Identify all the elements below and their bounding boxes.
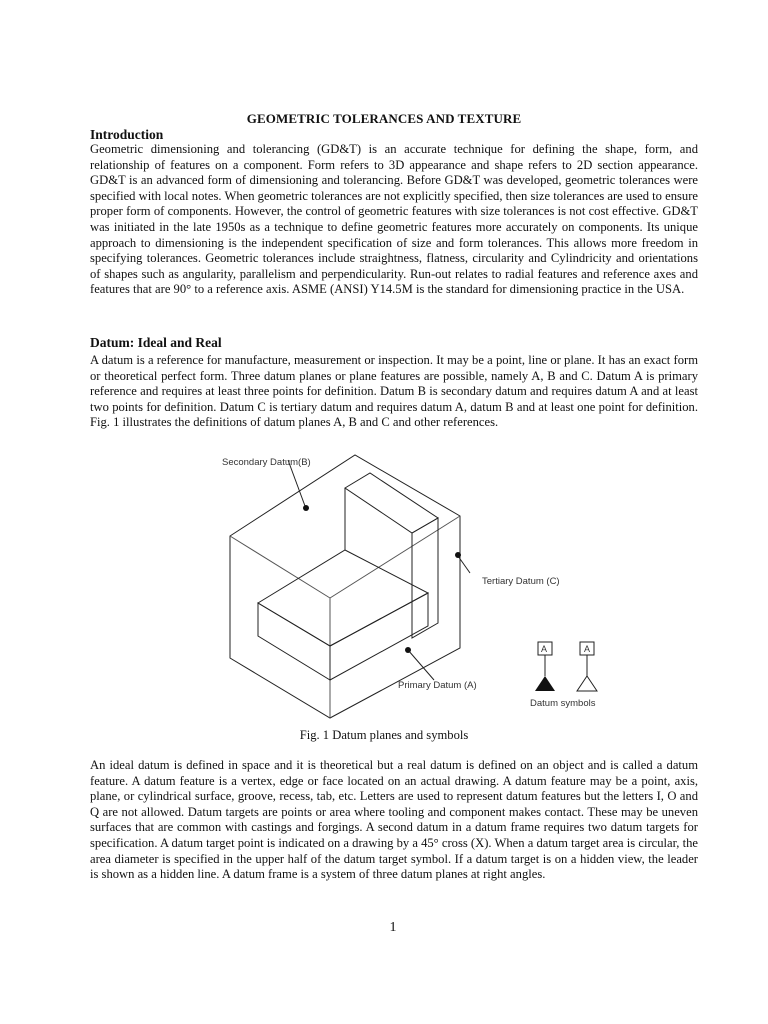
datum-symbol-open-triangle: [577, 676, 597, 691]
introduction-paragraph: Geometric dimensioning and tolerancing (GD&T) is an accurate technique for defining the shape, form, and relationship of features on a component. Form refers to 3D appearance and shape refers to 2D section appearance. GD&T is an advanced form of dimensioning and tolerancing. Before GD&T was developed, geometric tolerances were specified with local notes. When geometric tolerances are not explicitly specified, then size tolerances are used to ensure proper form of components. However, the control of geometric features with size tolerances is not cost effective. GD&T was initiated in the late 1950s as a technique to define geometric features more accurately on components. Its unique approach to dimensioning is the independent specification of size and form tolerances. This allows more freedom in specifying tolerances. Geometric tolerances include straightness, flatness, circularity and Cylindricity and orientations of shapes such as angularity, parallelism and perpendicularity. Run-out relates to radial features and reference axes and features that are 90° to a reference axis. ASME (ANSI) Y14.5M is the standard for dimensioning practice in the USA.: [90, 142, 698, 297]
datum-figure: [200, 448, 620, 720]
datum-symbol-letter-1: A: [540, 644, 547, 654]
primary-datum-label: Primary Datum (A): [398, 680, 477, 691]
tertiary-datum-label: Tertiary Datum (C): [482, 576, 560, 587]
tertiary-datum-point: [455, 552, 461, 558]
primary-datum-point: [405, 647, 411, 653]
section-heading-datum: Datum: Ideal and Real: [90, 335, 222, 350]
page-number: 1: [389, 920, 397, 935]
l-block-base-top: [258, 550, 428, 646]
secondary-datum-point: [303, 505, 309, 511]
datum-symbol-filled-triangle: [535, 676, 555, 691]
figure-caption: Fig. 1 Datum planes and symbols: [299, 728, 469, 742]
secondary-datum-label: Secondary Datum(B): [222, 457, 311, 468]
section-heading-introduction: Introduction: [90, 127, 164, 142]
datum-symbols-label: Datum symbols: [530, 698, 596, 709]
datum-paragraph: A datum is a reference for manufacture, measurement or inspection. It may be a point, line or plane. It has an exact form or theoretical perfect form. Three datum planes or plane features are possible, namely A, B and C. Datum A is primary reference and requires at least three points for definition. Datum B is secondary datum and requires datum A and at least two points for definition. Datum C is tertiary datum and requires datum A, datum B and at least one point for definition. Fig. 1 illustrates the definitions of datum planes A, B and C and other references.: [90, 353, 698, 430]
closing-paragraph: An ideal datum is defined in space and it is theoretical but a real datum is defined on an object and is called a datum feature. A datum feature is a vertex, edge or face located on an actual drawing. A datum feature may be a point, axis, plane, or cylindrical surface, groove, recess, tab, etc. Letters are used to represent datum features but the letters I, O and Q are not allowed. Datum targets are points or area where tooling and component makes contact. These may be uneven surfaces that are common with castings and forgings. A second datum in a datum frame requires two datum targets for specification. A datum target point is indicated on a drawing by a 45° cross (X). When a datum target area is circular, the area diameter is specified in the upper half of the datum target symbol. If a datum target is on a hidden view, the leader is shown as a hidden line. A datum frame is a system of three datum planes at right angles.: [90, 758, 698, 882]
datum-symbol-letter-2: A: [583, 644, 590, 654]
document-title: GEOMETRIC TOLERANCES AND TEXTURE: [246, 111, 522, 126]
